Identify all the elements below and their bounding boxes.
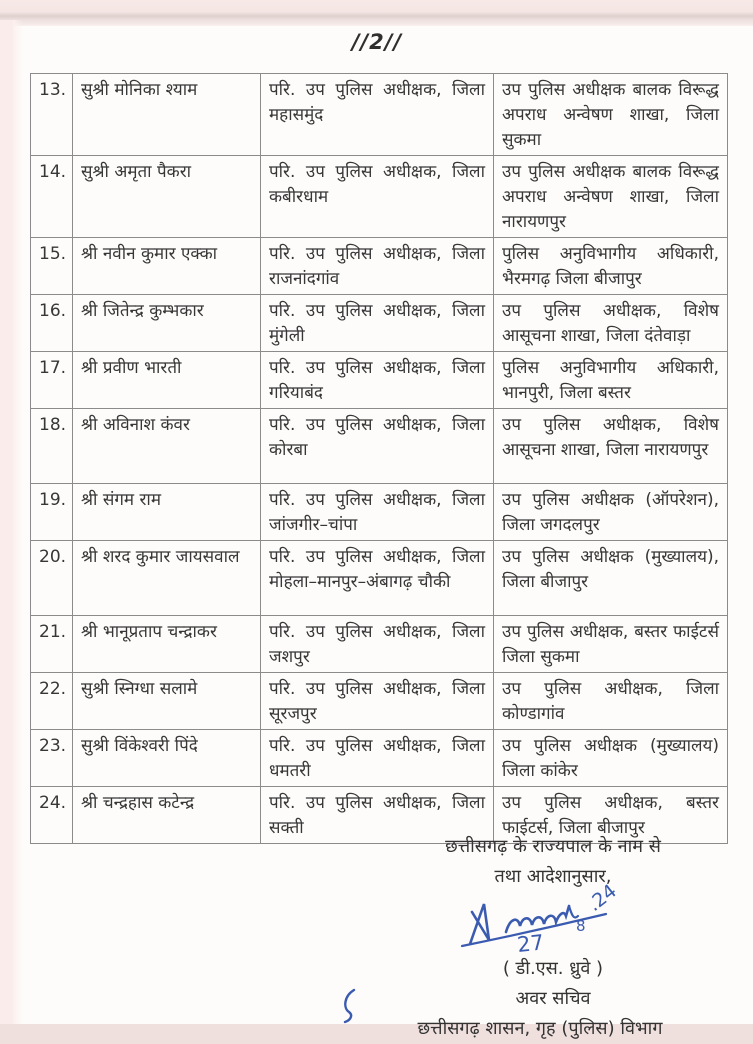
signature-date-month: 8 — [576, 917, 586, 935]
cell-serial: 16. — [31, 295, 73, 352]
authority-line-1: छत्तीसगढ़ के राज्यपाल के नाम से — [445, 836, 661, 857]
table-row — [31, 295, 728, 352]
cell-new-posting: उप पुलिस अधीक्षक, बस्तर फाईटर्स जिला सुकमा — [494, 616, 728, 673]
page-number: //2// — [351, 30, 403, 54]
cell-new-posting: उप पुलिस अधीक्षक, विशेष आसूचना शाखा, जिला नारायणपुर — [494, 409, 728, 484]
cell-serial: 20. — [31, 541, 73, 616]
cell-serial: 15. — [31, 238, 73, 295]
cell-officer-name: श्री नवीन कुमार एक्का — [73, 238, 261, 295]
cell-new-posting: उप पुलिस अधीक्षक (मुख्यालय) जिला कांकेर — [494, 730, 728, 787]
table-row — [31, 730, 728, 787]
cell-officer-name: श्री जितेन्द्र कुम्भकार — [73, 295, 261, 352]
cell-serial: 13. — [31, 74, 73, 156]
cell-serial: 19. — [31, 484, 73, 541]
table-row — [31, 409, 728, 484]
cell-officer-name: श्री संगम राम — [73, 484, 261, 541]
cell-current-posting: परि. उप पुलिस अधीक्षक, जिला कबीरधाम — [261, 156, 494, 238]
cell-current-posting: परि. उप पुलिस अधीक्षक, जिला सक्ती — [261, 787, 494, 844]
signature-date-year: .24 — [583, 879, 621, 916]
cell-serial: 22. — [31, 673, 73, 730]
cell-new-posting: उप पुलिस अधीक्षक (मुख्यालय), जिला बीजापुर — [494, 541, 728, 616]
cell-current-posting: परि. उप पुलिस अधीक्षक, जिला सूरजपुर — [261, 673, 494, 730]
cell-serial: 17. — [31, 352, 73, 409]
photo-left-edge-fade — [13, 20, 23, 1024]
table-row — [31, 541, 728, 616]
signature-ink-icon — [456, 879, 656, 958]
photo-top-edge — [0, 0, 753, 26]
cell-officer-name: सुश्री अमृता पैकरा — [73, 156, 261, 238]
cell-current-posting: परि. उप पुलिस अधीक्षक, जिला धमतरी — [261, 730, 494, 787]
cell-current-posting: परि. उप पुलिस अधीक्षक, जिला गरियाबंद — [261, 352, 494, 409]
signatory-designation: अवर सचिव — [515, 988, 591, 1009]
cell-new-posting: पुलिस अनुविभागीय अधिकारी, भैरमगढ़ जिला बीजापुर — [494, 238, 728, 295]
cell-current-posting: परि. उप पुलिस अधीक्षक, जिला महासमुंद — [261, 74, 494, 156]
table-row — [31, 74, 728, 156]
signature-block — [378, 832, 728, 1044]
cell-serial: 24. — [31, 787, 73, 844]
cell-serial: 14. — [31, 156, 73, 238]
cell-serial: 18. — [31, 409, 73, 484]
table-row — [31, 484, 728, 541]
table-row — [31, 238, 728, 295]
signatory-name: ( डी.एस. ध्रुवे ) — [502, 958, 604, 979]
cell-current-posting: परि. उप पुलिस अधीक्षक, जिला मुंगेली — [261, 295, 494, 352]
cell-serial: 21. — [31, 616, 73, 673]
cell-officer-name: श्री भानूप्रताप चन्द्राकर — [73, 616, 261, 673]
cell-officer-name: सुश्री विंकेश्वरी पिंदे — [73, 730, 261, 787]
cell-officer-name: श्री प्रवीण भारती — [73, 352, 261, 409]
cell-officer-name: श्री अविनाश कंवर — [73, 409, 261, 484]
table-row — [31, 156, 728, 238]
table-row — [31, 352, 728, 409]
cell-officer-name: सुश्री स्निग्धा सलामे — [73, 673, 261, 730]
cell-new-posting: उप पुलिस अधीक्षक, जिला कोण्डागांव — [494, 673, 728, 730]
photo-left-edge — [0, 20, 13, 1024]
transfer-order-table — [30, 73, 728, 844]
table-row — [31, 616, 728, 673]
cell-current-posting: परि. उप पुलिस अधीक्षक, जिला मोहला–मानपुर–अंबागढ़ चौकी — [261, 541, 494, 616]
cell-new-posting: उप पुलिस अधीक्षक (ऑपरेशन), जिला जगदलपुर — [494, 484, 728, 541]
cell-new-posting: उप पुलिस अधीक्षक बालक विरूद्ध अपराध अन्वेषण शाखा, जिला सुकमा — [494, 74, 728, 156]
signatory-department: छत्तीसगढ़ शासन, गृह (पुलिस) विभाग — [417, 1018, 663, 1039]
cell-current-posting: परि. उप पुलिस अधीक्षक, जिला कोरबा — [261, 409, 494, 484]
cell-current-posting: परि. उप पुलिस अधीक्षक, जिला राजनांदगांव — [261, 238, 494, 295]
cell-serial: 23. — [31, 730, 73, 787]
cell-officer-name: श्री चन्द्रहास कटेन्द्र — [73, 787, 261, 844]
pen-flourish-icon — [340, 988, 362, 1024]
cell-new-posting: उप पुलिस अधीक्षक, बस्तर फाईटर्स, जिला बीजापुर — [494, 787, 728, 844]
cell-officer-name: श्री शरद कुमार जायसवाल — [73, 541, 261, 616]
cell-officer-name: सुश्री मोनिका श्याम — [73, 74, 261, 156]
handwritten-signature — [378, 879, 728, 957]
signature-date-day: 27 — [516, 930, 546, 957]
cell-new-posting: पुलिस अनुविभागीय अधिकारी, भानपुरी, जिला बस्तर — [494, 352, 728, 409]
cell-current-posting: परि. उप पुलिस अधीक्षक, जिला जशपुर — [261, 616, 494, 673]
table-row — [31, 673, 728, 730]
cell-new-posting: उप पुलिस अधीक्षक, विशेष आसूचना शाखा, जिला दंतेवाड़ा — [494, 295, 728, 352]
cell-current-posting: परि. उप पुलिस अधीक्षक, जिला जांजगीर–चांपा — [261, 484, 494, 541]
authority-line-2: तथा आदेशानुसार, — [494, 866, 612, 887]
cell-new-posting: उप पुलिस अधीक्षक बालक विरूद्ध अपराध अन्वेषण शाखा, जिला नारायणपुर — [494, 156, 728, 238]
